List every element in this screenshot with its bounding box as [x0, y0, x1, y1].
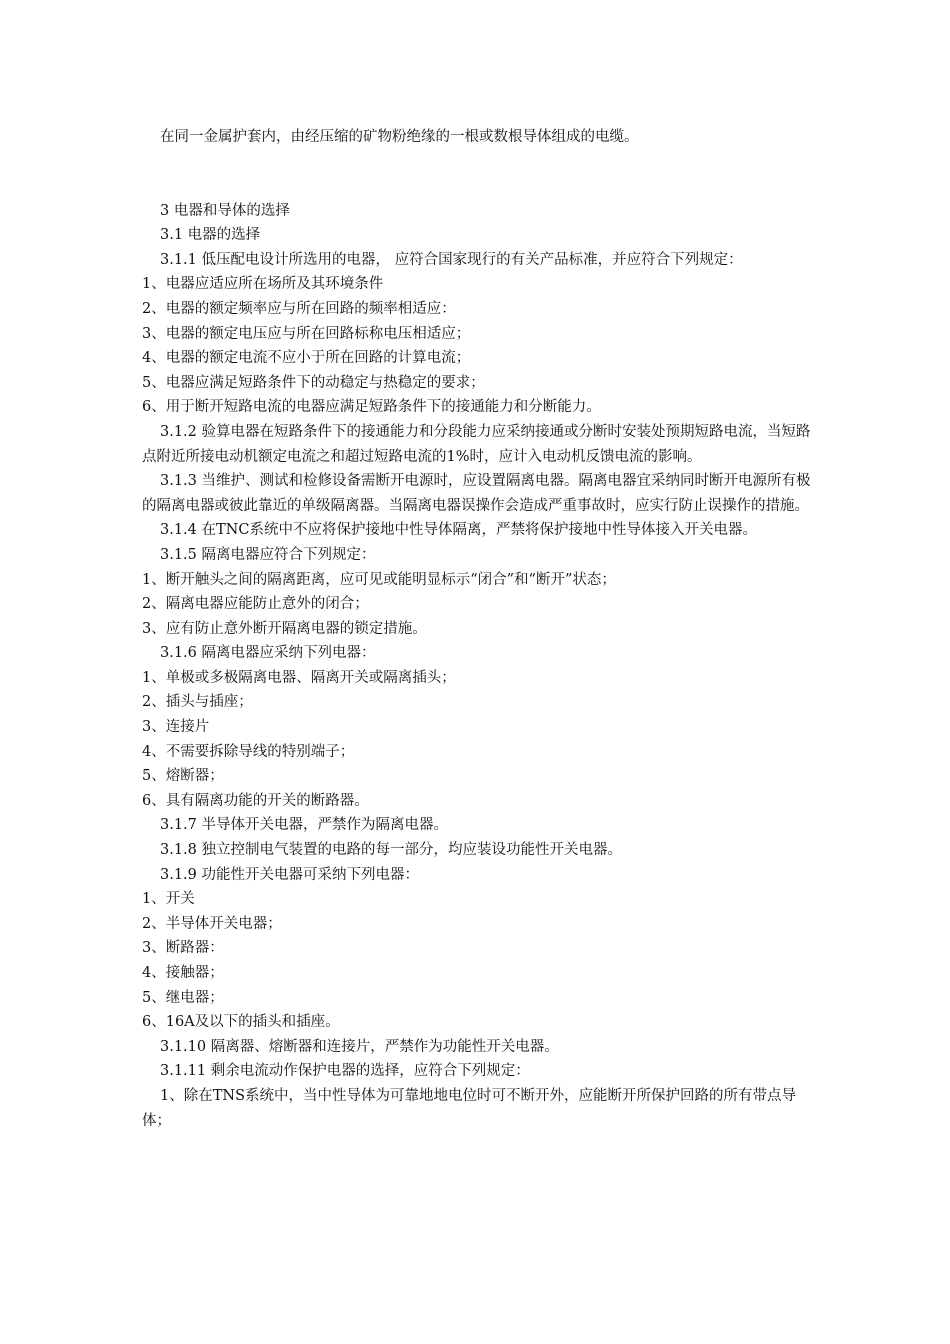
clause-line: 4、接触器；: [142, 965, 224, 981]
clause-list: [142, 248, 812, 1133]
paragraph-spacer: [142, 150, 812, 199]
section-heading: 3 电器和导体的选择: [160, 202, 290, 219]
clause-line: 3、连接片: [142, 719, 210, 736]
subsection-heading: 3.1 电器的选择: [160, 227, 261, 244]
intro-paragraph: 在同一金属护套内，由经压缩的矿物粉绝缘的一根或数根导体组成的电缆。: [160, 129, 639, 145]
document-body: [142, 125, 812, 1133]
clause-line: 3.1.6 隔离电器应采纳下列电器：: [160, 645, 376, 662]
clause-line: 5、电器应满足短路条件下的动稳定与热稳定的要求；: [142, 374, 485, 391]
clause-line: 3、应有防止意外断开隔离电器的锁定措施。: [142, 620, 427, 637]
clause-line: 1、电器应适应所在场所及其环境条件: [142, 276, 384, 293]
clause-line: 5、熔断器；: [142, 768, 224, 785]
clause-line: 3、电器的额定电压应与所在回路标称电压相适应；: [142, 325, 471, 342]
clause-line: 1、开关: [142, 891, 195, 908]
clause-line: 5、继电器；: [142, 989, 224, 1006]
clause-line: 6、具有隔离功能的开关的断路器。: [142, 792, 369, 809]
clause-line: 2、电器的额定频率应与所在回路的频率相适应：: [142, 300, 456, 317]
clause-line: 6、用于断开短路电流的电器应满足短路条件下的接通能力和分断能力。: [142, 399, 601, 416]
clause-line: 1、除在TNS系统中，当中性导体为可靠地地电位时可不断开外，应能断开所保护回路的所有带点导体；: [142, 1087, 797, 1129]
clause-line: 3.1.5 隔离电器应符合下列规定：: [160, 546, 376, 563]
clause-line: 3.1.11 剩余电流动作保护电器的选择，应符合下列规定：: [160, 1063, 530, 1080]
clause-line: 3.1.9 功能性开关电器可采纳下列电器：: [160, 866, 420, 883]
clause-line: 2、插头与插座；: [142, 694, 253, 711]
clause-line: 3.1.10 隔离器、熔断器和连接片，严禁作为功能性开关电器。: [160, 1038, 559, 1055]
clause-line: 4、电器的额定电流不应小于所在回路的计算电流；: [142, 350, 471, 367]
clause-line: 3.1.8 独立控制电气装置的电路的每一部分，均应装设功能性开关电器。: [160, 842, 623, 859]
clause-line: 3.1.7 半导体开关电器，严禁作为隔离电器。: [160, 817, 449, 834]
clause-line: 3.1.3 当维护、测试和检修设备需断开电源时，应设置隔离电器。隔离电器宜采纳同时断开电源所有极的隔离电器或彼此靠近的单级隔离器。当隔离电器误操作会造成严重事故时，应实行防止误操作的措施。: [142, 473, 811, 514]
clause-line: 3、断路器：: [142, 940, 224, 957]
clause-line: 3.1.2 验算电器在短路条件下的接通能力和分段能力应采纳接通或分断时安装处预期短路电流，当短路点附近所接电动机额定电流之和超过短路电流的1%时，应计入电动机反馈电流的影响。: [142, 423, 811, 465]
clause-line: 4、不需要拆除导线的特别端子；: [142, 743, 355, 760]
clause-line: 6、16A及以下的插头和插座。: [142, 1014, 340, 1031]
clause-line: 3.1.4 在TNC系统中不应将保护接地中性导体隔离，严禁将保护接地中性导体接入开关电器。: [160, 522, 757, 539]
clause-line: 1、单极或多极隔离电器、隔离开关或隔离插头；: [142, 669, 456, 686]
clause-line: 2、半导体开关电器；: [142, 915, 282, 932]
clause-line: 3.1.1 低压配电设计所选用的电器， 应符合国家现行的有关产品标准，并应符合下列规定：: [160, 251, 743, 268]
clause-line: 2、隔离电器应能防止意外的闭合；: [142, 596, 369, 613]
clause-line: 1、断开触头之间的隔离距离，应可见或能明显标示“闭合”和“断开”状态；: [142, 571, 616, 588]
